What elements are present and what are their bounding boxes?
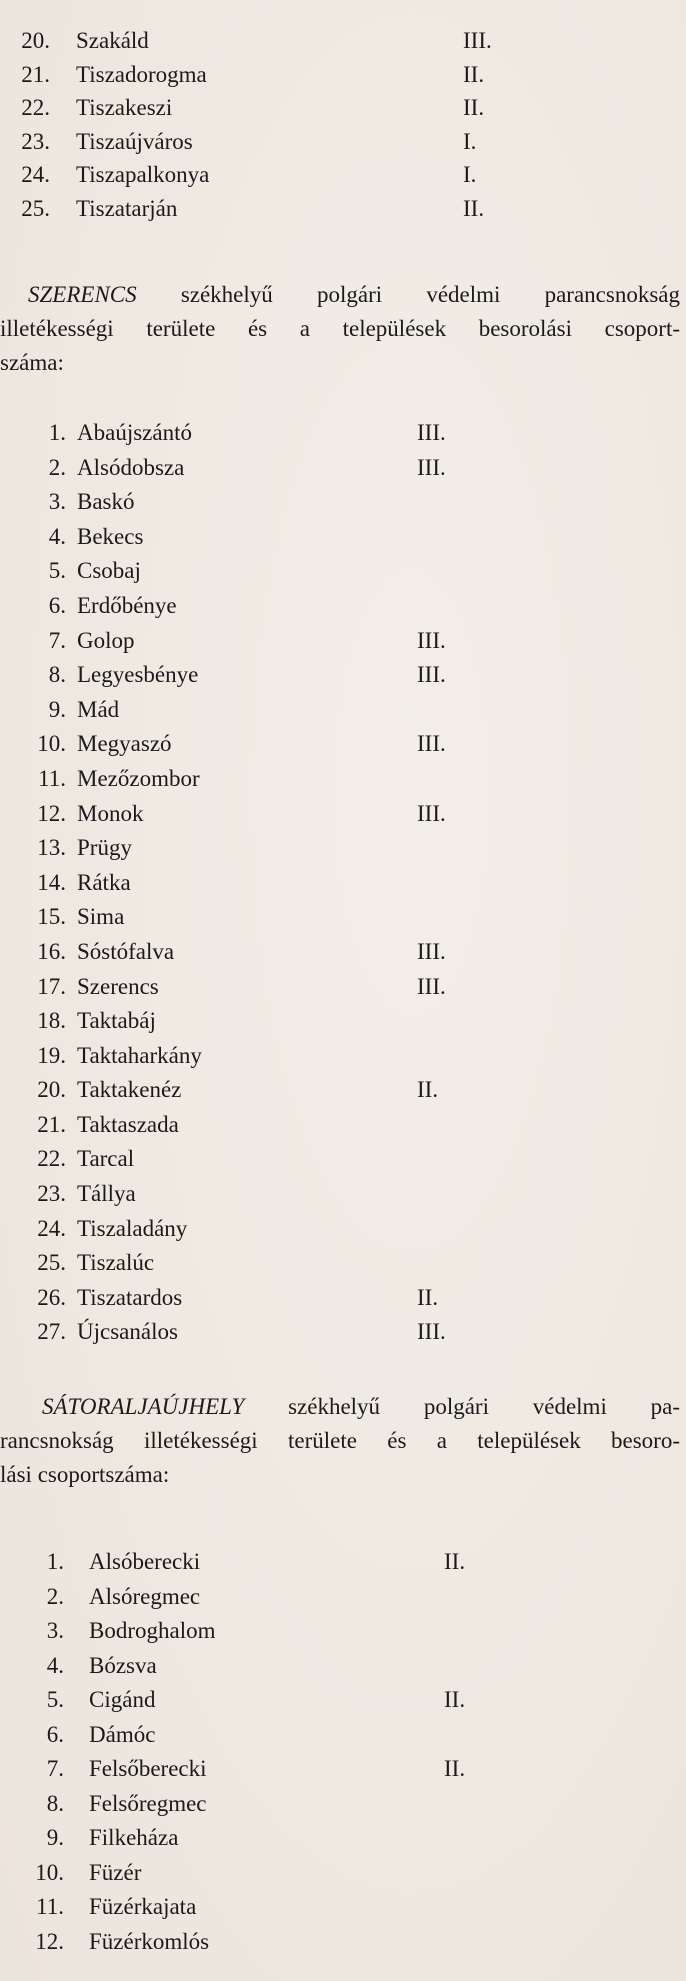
list-item	[0, 1752, 686, 1787]
settlement-name: Sima	[77, 904, 125, 930]
item-number: 9.	[48, 696, 66, 722]
item-number: 6.	[48, 592, 66, 618]
settlement-name: Rátka	[77, 869, 131, 895]
classification-group: III.	[417, 800, 446, 826]
list-item	[0, 485, 686, 520]
settlement-name: Tiszalúc	[77, 1250, 155, 1276]
list-item	[0, 1545, 686, 1580]
settlement-name: Dámóc	[89, 1721, 156, 1747]
list-item	[0, 866, 686, 901]
heading-text: száma:	[0, 350, 64, 375]
list-item	[0, 589, 686, 624]
item-number: 14.	[37, 869, 66, 895]
item-number: 7.	[48, 627, 66, 653]
settlement-name: Tiszadorogma	[76, 61, 207, 87]
item-number: 23.	[21, 128, 50, 154]
item-number: 25.	[21, 195, 50, 221]
item-number: 11.	[38, 765, 66, 791]
list-item	[0, 91, 686, 125]
settlement-name: Felsőregmec	[89, 1790, 207, 1816]
list-item	[0, 624, 686, 659]
item-number: 21.	[37, 1111, 66, 1137]
list-item	[0, 1614, 686, 1649]
item-number: 15.	[37, 904, 66, 930]
list-item	[0, 727, 686, 762]
settlement-name: Tiszaladány	[77, 1215, 188, 1241]
settlement-name: Füzérkajata	[89, 1894, 197, 1919]
item-number: 3.	[46, 1618, 64, 1643]
settlement-name: Tállya	[77, 1181, 136, 1207]
list-item	[0, 1212, 686, 1247]
item-number: 17.	[37, 973, 66, 999]
heading-text: illetékességi területe és a települések besorolási csoport-	[0, 316, 680, 341]
item-number: 13.	[37, 835, 66, 861]
item-number: 23.	[37, 1181, 66, 1207]
classification-group: II.	[417, 1284, 439, 1310]
settlement-name: Erdőbénye	[77, 592, 177, 618]
settlement-name: Taktaszada	[77, 1111, 179, 1137]
list-item	[0, 24, 686, 58]
list-item	[0, 762, 686, 797]
item-number: 16.	[37, 938, 66, 964]
list-item	[0, 520, 686, 555]
classification-group: II.	[463, 195, 485, 221]
list-item	[0, 1004, 686, 1039]
item-number: 24.	[21, 162, 50, 187]
settlement-name: Tiszakeszi	[76, 95, 173, 120]
list-item	[0, 1580, 686, 1615]
list-item	[0, 1821, 686, 1856]
settlement-name: Bekecs	[77, 523, 144, 549]
settlement-name: Sóstófalva	[77, 938, 175, 964]
list-item	[0, 1718, 686, 1753]
settlement-name: Tiszaújváros	[76, 128, 193, 154]
item-number: 5.	[48, 558, 66, 584]
settlement-name: Csobaj	[77, 558, 141, 584]
heading-text: székhelyű polgári védelmi parancsnokság	[136, 282, 680, 307]
settlement-name: Cigánd	[89, 1687, 156, 1712]
item-number: 10.	[35, 1859, 64, 1885]
list-item	[0, 1890, 686, 1925]
classification-group: II.	[444, 1687, 466, 1712]
classification-group: I.	[463, 128, 477, 154]
item-number: 6.	[46, 1721, 64, 1747]
list-item	[0, 1142, 686, 1177]
city-name: SÁTORALJAÚJHELY	[42, 1394, 245, 1419]
item-number: 12.	[37, 800, 66, 826]
settlement-name: Füzér	[89, 1859, 142, 1885]
settlement-name: Mezőzombor	[77, 765, 200, 791]
heading-text: rancsnokság illetékességi területe és a települések besoro-	[0, 1428, 680, 1453]
item-number: 21.	[21, 61, 50, 87]
item-number: 20.	[37, 1077, 66, 1103]
classification-group: III.	[463, 28, 492, 53]
item-number: 2.	[46, 1583, 64, 1609]
settlement-name: Prügy	[77, 835, 132, 861]
item-number: 3.	[48, 489, 66, 515]
item-number: 8.	[46, 1790, 64, 1816]
list-item	[0, 658, 686, 693]
item-number: 12.	[35, 1928, 64, 1954]
settlement-list-tiszaujvaros	[0, 24, 686, 225]
list-item	[0, 970, 686, 1005]
settlement-name: Legyesbénye	[77, 662, 199, 688]
list-item	[0, 416, 686, 451]
list-item	[0, 1246, 686, 1281]
classification-group: III.	[417, 731, 446, 757]
classification-group: III.	[417, 627, 446, 653]
item-number: 27.	[37, 1319, 66, 1345]
settlement-name: Tiszatardos	[77, 1284, 183, 1310]
classification-group: III.	[417, 662, 446, 688]
classification-group: III.	[417, 938, 446, 964]
list-item	[0, 831, 686, 866]
settlement-name: Bózsva	[89, 1652, 157, 1678]
item-number: 26.	[37, 1284, 66, 1310]
settlement-list-satoraljaujhely	[0, 1545, 686, 1959]
settlement-name: Megyaszó	[77, 731, 172, 757]
classification-group: II.	[417, 1077, 439, 1103]
item-number: 25.	[37, 1250, 66, 1276]
list-item	[0, 1683, 686, 1718]
list-item	[0, 1039, 686, 1074]
list-item	[0, 1073, 686, 1108]
item-number: 5.	[46, 1687, 64, 1712]
list-item	[0, 1925, 686, 1960]
list-item	[0, 554, 686, 589]
item-number: 2.	[48, 454, 66, 480]
classification-group: I.	[463, 162, 477, 187]
item-number: 22.	[21, 95, 50, 120]
settlement-name: Tarcal	[77, 1146, 135, 1172]
item-number: 20.	[21, 28, 50, 53]
settlement-name: Tiszapalkonya	[76, 162, 210, 187]
settlement-name: Füzérkomlós	[89, 1928, 210, 1954]
item-number: 10.	[37, 731, 66, 757]
list-item	[0, 1315, 686, 1350]
item-number: 24.	[37, 1215, 66, 1241]
classification-group: II.	[444, 1756, 466, 1781]
settlement-name: Szerencs	[77, 973, 159, 999]
item-number: 8.	[48, 662, 66, 688]
list-item	[0, 192, 686, 226]
settlement-name: Alsódobsza	[77, 454, 185, 480]
classification-group: III.	[417, 420, 446, 445]
classification-group: II.	[444, 1549, 466, 1574]
item-number: 19.	[37, 1042, 66, 1068]
settlement-name: Alsóberecki	[89, 1549, 201, 1574]
section-heading-satoraljaujhely	[0, 1390, 680, 1492]
list-item	[0, 1281, 686, 1316]
settlement-name: Taktakenéz	[77, 1077, 182, 1103]
item-number: 18.	[37, 1008, 66, 1034]
classification-group: III.	[417, 1319, 446, 1345]
settlement-name: Tiszatarján	[76, 195, 178, 221]
list-item	[0, 900, 686, 935]
item-number: 7.	[46, 1756, 64, 1781]
item-number: 1.	[48, 420, 66, 445]
item-number: 4.	[48, 523, 66, 549]
city-name: SZERENCS	[28, 282, 137, 307]
settlement-name: Filkeháza	[89, 1825, 179, 1850]
list-item	[0, 158, 686, 192]
list-item	[0, 58, 686, 92]
settlement-name: Baskó	[77, 489, 135, 515]
list-item	[0, 451, 686, 486]
settlement-name: Mád	[77, 696, 120, 722]
list-item	[0, 1856, 686, 1891]
settlement-name: Taktaharkány	[77, 1042, 202, 1068]
settlement-name: Abaújszántó	[77, 420, 192, 445]
classification-group: III.	[417, 973, 446, 999]
classification-group: II.	[463, 95, 485, 120]
item-number: 1.	[46, 1549, 64, 1574]
heading-text: lási csoportszáma:	[0, 1462, 170, 1487]
settlement-name: Taktabáj	[77, 1008, 156, 1034]
settlement-name: Alsóregmec	[89, 1583, 201, 1609]
list-item	[0, 1177, 686, 1212]
settlement-name: Golop	[77, 627, 135, 653]
settlement-name: Felsőberecki	[89, 1756, 207, 1781]
settlement-name: Újcsanálos	[77, 1319, 178, 1345]
list-item	[0, 125, 686, 159]
settlement-list-szerencs	[0, 416, 686, 1350]
list-item	[0, 1649, 686, 1684]
item-number: 22.	[37, 1146, 66, 1172]
settlement-name: Bodroghalom	[89, 1618, 216, 1643]
item-number: 9.	[46, 1825, 64, 1850]
item-number: 11.	[36, 1894, 64, 1919]
list-item	[0, 797, 686, 832]
list-item	[0, 935, 686, 970]
section-heading-szerencs	[0, 278, 680, 380]
item-number: 4.	[46, 1652, 64, 1678]
list-item	[0, 1108, 686, 1143]
settlement-name: Monok	[77, 800, 144, 826]
list-item	[0, 693, 686, 728]
heading-text: székhelyű polgári védelmi pa-	[244, 1394, 680, 1419]
settlement-name: Szakáld	[76, 28, 149, 53]
list-item	[0, 1787, 686, 1822]
classification-group: III.	[417, 454, 446, 480]
classification-group: II.	[463, 61, 485, 87]
